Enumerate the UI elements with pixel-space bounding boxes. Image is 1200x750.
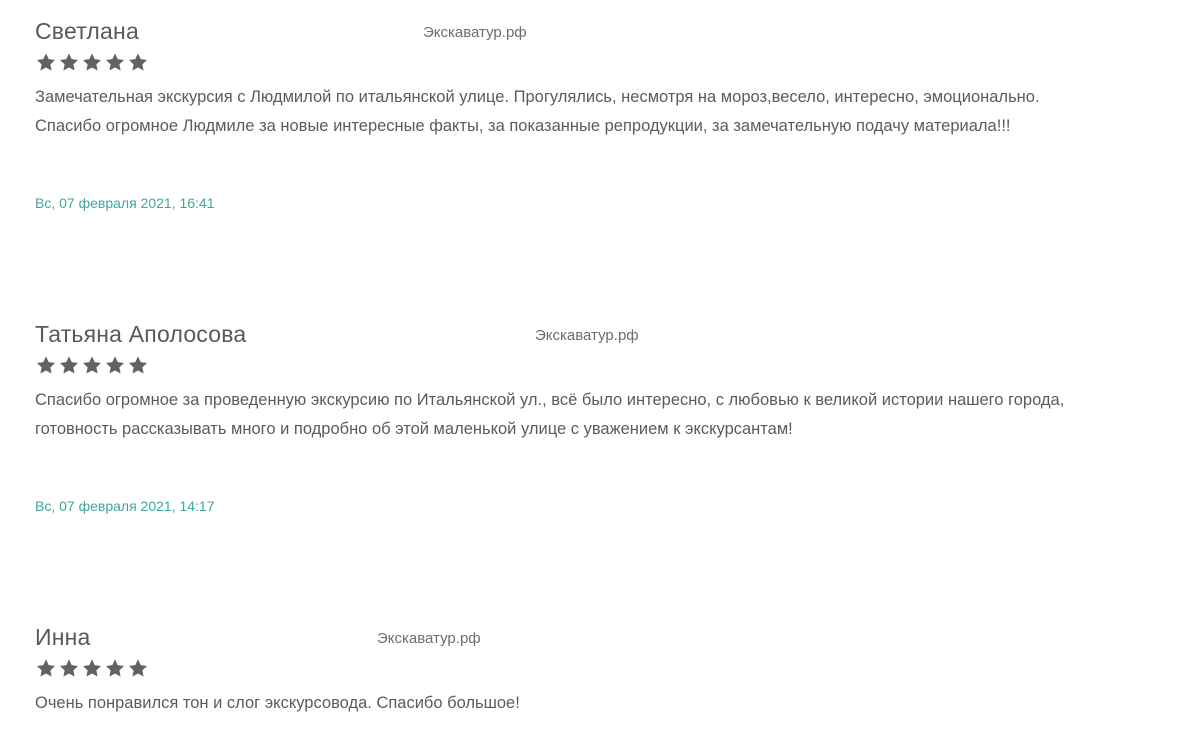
review-source[interactable]: Экскаватур.рф bbox=[377, 630, 481, 647]
review-author: Светлана bbox=[35, 18, 139, 44]
star-icon bbox=[58, 658, 81, 680]
review-author: Инна bbox=[35, 624, 91, 650]
review-text-line: Спасибо огромное Людмиле за новые интересные факты, за показанные репродукции, за замечательную подачу материала!!! bbox=[35, 117, 1011, 135]
review-text bbox=[35, 83, 1175, 141]
star-icon bbox=[104, 658, 127, 680]
star-icon bbox=[104, 52, 127, 74]
review-date: Вс, 07 февраля 2021, 16:41 bbox=[35, 195, 215, 211]
star-icon bbox=[127, 658, 150, 680]
review-header bbox=[35, 622, 1185, 656]
review-author: Татьяна Аполосова bbox=[35, 321, 247, 347]
star-icon bbox=[127, 355, 150, 377]
review-date: Вс, 07 февраля 2021, 14:17 bbox=[35, 498, 215, 514]
review-text-line: Очень понравился тон и слог экскурсовода. Спасибо большое! bbox=[35, 694, 520, 712]
star-icon bbox=[35, 355, 58, 377]
star-icon bbox=[35, 52, 58, 74]
review-item bbox=[35, 16, 1185, 211]
rating-stars bbox=[35, 355, 150, 377]
review-text-line: Спасибо огромное за проведенную экскурсию по Итальянской ул., всё было интересно, с любовью к великой истории нашего города, bbox=[35, 391, 1065, 409]
review-text bbox=[35, 689, 1175, 718]
star-icon bbox=[104, 355, 127, 377]
review-header bbox=[35, 319, 1185, 353]
star-icon bbox=[81, 355, 104, 377]
review-text-line: Замечательная экскурсия с Людмилой по итальянской улице. Прогулялись, несмотря на мороз,весело, интересно, эмоционально. bbox=[35, 88, 1040, 106]
review-source[interactable]: Экскаватур.рф bbox=[423, 24, 527, 41]
star-icon bbox=[81, 658, 104, 680]
star-icon bbox=[58, 52, 81, 74]
star-icon bbox=[127, 52, 150, 74]
star-icon bbox=[35, 658, 58, 680]
rating-stars bbox=[35, 658, 150, 680]
star-icon bbox=[58, 355, 81, 377]
review-text bbox=[35, 386, 1175, 444]
review-header bbox=[35, 16, 1185, 50]
rating-stars bbox=[35, 52, 150, 74]
review-item bbox=[35, 622, 1185, 712]
review-item bbox=[35, 319, 1185, 514]
review-text-line: готовность рассказывать много и подробно об этой маленькой улице с уважением к экскурсантам! bbox=[35, 420, 793, 438]
review-source[interactable]: Экскаватур.рф bbox=[535, 327, 639, 344]
star-icon bbox=[81, 52, 104, 74]
